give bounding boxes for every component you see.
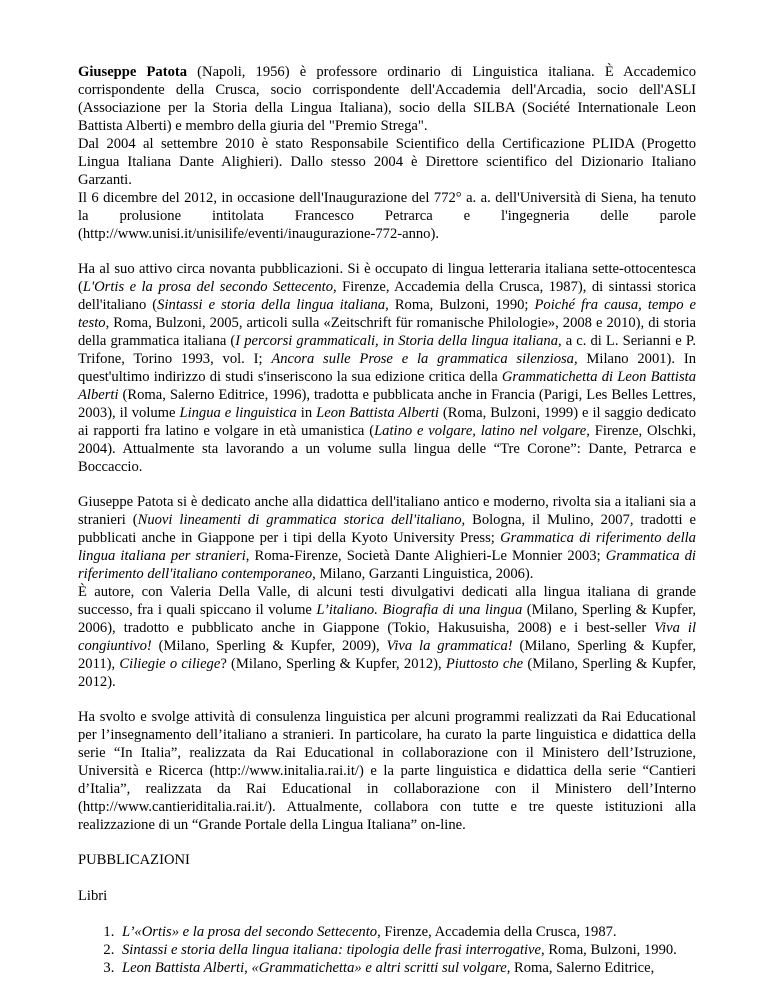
work-title: Viva il congiuntivo! [78,620,696,654]
bio-siena-url: (http://www.unisi.it/unisilife/eventi/inaugurazione-772-anno). [78,226,439,242]
work-title: Ciliegie o ciliege [119,656,221,672]
bio-siena: Il 6 dicembre del 2012, in occasione dell'Inaugurazione del 772° a. a. dell'Università di Siena, ha tenuto la prolusione intitolata Francesco Petrarca e l'ingegneria delle parole [78,190,696,224]
work-title: Lingua e linguistica [179,405,297,421]
work-title: Latino e volgare, latino nel volgare [374,423,587,439]
text-run: (Milano, Sperling & Kupfer, 2009), [151,638,387,654]
text-run: Ha al suo attivo circa novanta pubblicazioni. Si è occupato di lingua letteraria italiana sette-ottocentesca ( [78,261,696,295]
text-run: È autore, con Valeria Della Valle, di alcuni testi divulgativi dedicati alla lingua italiana di grande successo, fra i quali spiccano il volume [78,584,696,618]
work-title: L'Ortis e la prosa del secondo Settecento [82,279,334,295]
text-run: , Roma-Firenze, Società Dante Alighieri-Le Monnier 2003; [245,548,606,564]
list-item [118,923,696,941]
text-run: , Roma, Bulzoni, 1990; [385,297,535,313]
text-run: , Milano, Garzanti Linguistica, 2006). [312,566,534,582]
work-title: I percorsi grammaticali, in Storia della lingua italiana [235,333,559,349]
text-run: (Roma, Salerno Editrice, 1996), tradotta e pubblicata anche in Francia (Parigi, Les Belles Lettres, 2003), il volume [78,387,696,421]
work-title: Piuttosto che [445,656,524,672]
work-title: L’italiano. Biografia di una lingua [316,602,523,618]
book-details: , Roma, Salerno Editrice, [506,960,655,976]
text-run: , Bologna, il Mulino, 2007, tradotti e pubblicati anche in Giappone per i tipi della Kyoto University Press; [78,512,696,546]
books-list [78,923,696,977]
text-run: , Roma, Bulzoni, 2005, articoli sulla «Zeitschrift für romanische Philologie», 2008 e 2010), di storia della grammatica italiana ( [78,315,696,349]
book-title: Leon Battista Alberti, «Grammatichetta» e altri scritti sul volgare [122,960,507,976]
work-title: Leon Battista Alberti [316,405,439,421]
bio-paragraph [78,63,696,243]
work-title: Nuovi lineamenti di grammatica storica dell'italiano [137,512,462,528]
publications-heading: PUBBLICAZIONI [78,852,190,868]
list-item [118,959,696,977]
text-run: , a c. di L. Serianni e P. Trifone, Torino 1993, vol. I; [78,333,696,367]
work-title: Viva la grammatica! [386,638,513,654]
document-page [78,63,696,977]
book-title: L’«Ortis» e la prosa del secondo Settecento [122,924,378,940]
text-run: , Firenze, Accademia della Crusca, 1987), di sintassi storica dell'italiano ( [78,279,696,313]
work-title: Grammatica di riferimento dell'italiano contemporaneo [78,548,696,582]
publications-summary-paragraph [78,260,696,476]
text-run: , Firenze, Olschki, 2004). Attualmente sta lavorando a un volume sulla lingua delle “Tre Corone”: Dante, Petrarca e Boccaccio. [78,423,696,475]
books-subheading: Libri [78,888,108,904]
text-run: ? (Milano, Sperling & Kupfer, 2012), [220,656,446,672]
work-title: Ancora sulle Prose e la grammatica silenziosa [271,351,574,367]
text-run: , Milano 2001). In quest'ultimo indirizzo di studi s'inseriscono la sua edizione critica della [78,351,696,385]
work-title: Sintassi e storia della lingua italiana [157,297,386,313]
bio-intro: (Napoli, 1956) è professore ordinario di Linguistica italiana. È Accademico corrispondente della Crusca, socio corrispondente dell'Accademia dell'Arcadia, socio dell'ASLI (Associazione per la Storia della Lingua Italiana), socio della SILBA (Société Internationale Leon Battista Alberti) e membro della giuria del "Premio Strega". [78,64,697,134]
text-run: (Milano, Sperling & Kupfer, 2006), tradotto e pubblicato anche in Giappone (Tokio, Hakusuisha, 2008) e i best-seller [78,602,696,636]
author-name: Giuseppe Patota [78,64,188,80]
text-run: (Roma, Bulzoni, 1999) e il saggio dedicato ai rapporti fra latino e volgare in età umanistica ( [78,405,697,439]
didactics-paragraph [78,493,696,691]
book-details: , Firenze, Accademia della Crusca, 1987. [377,924,617,940]
list-item [118,941,696,959]
text-run: (Milano, Sperling & Kupfer, 2012). [78,656,696,690]
book-title: Sintassi e storia della lingua italiana: tipologia delle frasi interrogative [122,942,542,958]
text-run: in [296,405,317,421]
work-title: Poiché fra causa, tempo e testo [78,297,697,331]
text-run: Giuseppe Patota si è dedicato anche alla didattica dell'italiano antico e moderno, rivolta sia a italiani sia a stranieri ( [78,494,696,528]
text-run: (Milano, Sperling & Kupfer, 2011), [78,638,696,672]
work-title: Grammatica di riferimento della lingua italiana per stranieri [78,530,696,564]
book-details: , Roma, Bulzoni, 1990. [541,942,677,958]
consulting-paragraph: Ha svolto e svolge attività di consulenza linguistica per alcuni programmi realizzati da Rai Educational per l’insegnamento dell’italiano a stranieri. In particolare, ha curato la parte linguistica e didattica della serie “In Italia”, realizzata da Rai Educational in collaborazione con il Ministero dell’Istruzione, Università e Ricerca (http://www.initalia.rai.it/) e la parte linguistica e didattica della serie “Cantieri d’Italia”, realizzata da Rai Educational in collaborazione con il Ministero dell’Interno (http://www.cantieriditalia.rai.it/). Attualmente, collabora con tutte e tre queste istituzioni alla realizzazione di un “Grande Portale della Lingua Italiana” on-line. [78,709,696,833]
work-title: Grammatichetta di Leon Battista Alberti [78,369,696,403]
bio-plida: Dal 2004 al settembre 2010 è stato Responsabile Scientifico della Certificazione PLIDA (Progetto Lingua Italiana Dante Alighieri). Dallo stesso 2004 è Direttore scientifico del Dizionario Italiano Garzanti. [78,136,696,188]
